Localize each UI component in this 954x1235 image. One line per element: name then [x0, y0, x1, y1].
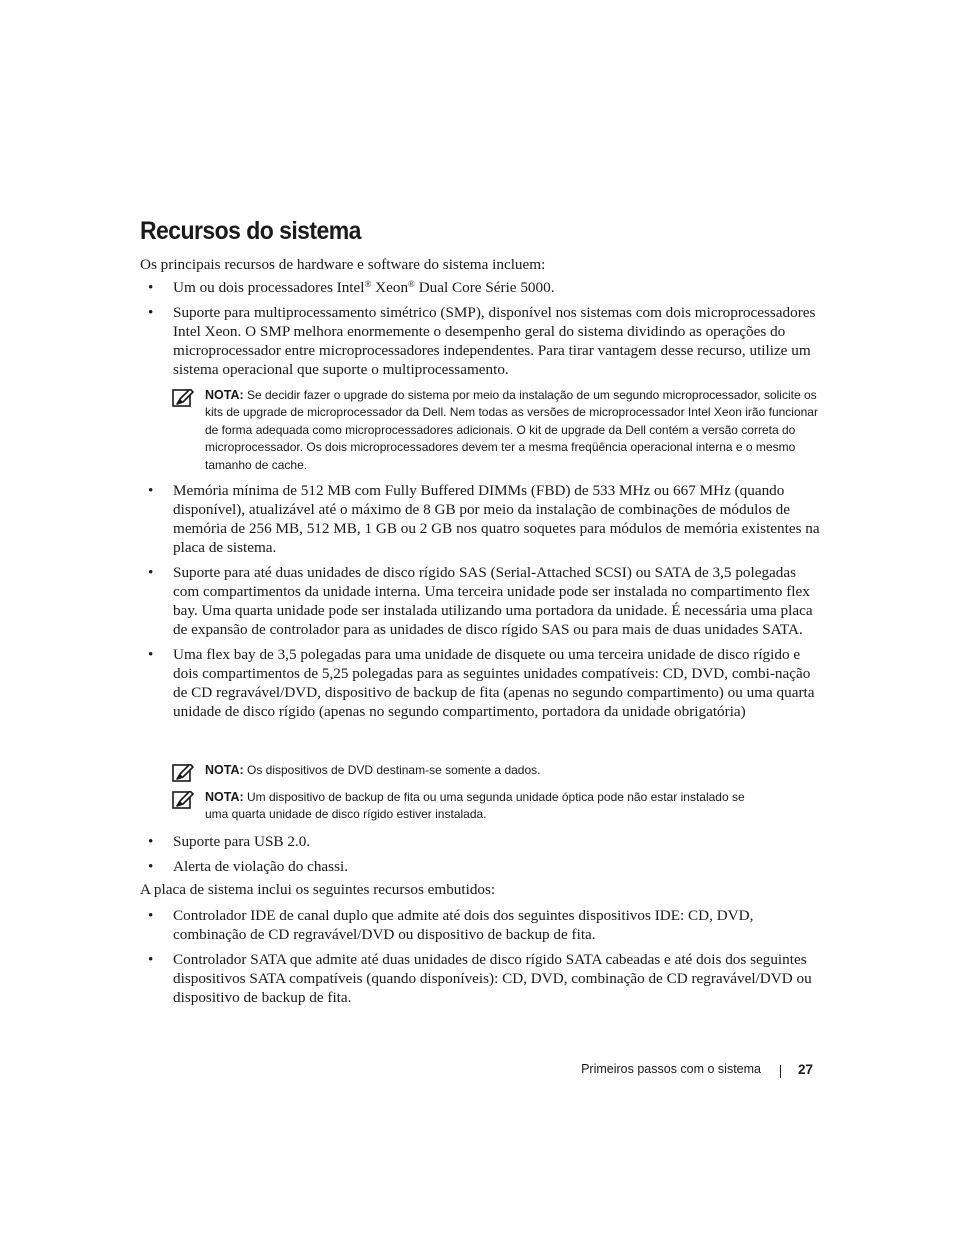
bullet: • — [148, 279, 154, 296]
bullet: • — [148, 646, 154, 663]
bullet: • — [148, 482, 154, 499]
footer-divider — [780, 1065, 781, 1078]
note-text: Um dispositivo de backup de fita ou uma segunda unidade óptica pode não estar instalado se uma quarta unidade de disco rígido estiver instalada. — [205, 790, 745, 822]
list-item-flexbay: • Uma flex bay de 3,5 polegadas para uma unidade de disquete ou uma terceira unidade de disco rígido e dois compartimentos de 5,25 polegadas para as seguintes unidades compatíveis: CD, DVD, combi-nação de CD regravável/DVD, dispositivo de backup de fita (apenas no segundo compartimento) ou uma quarta unidade de disco rígido (apenas no segundo compartimento, portadora da unidade obrigatória) — [148, 646, 815, 720]
list-item-processors: • Um ou dois processadores Intel® Xeon® Dual Core Série 5000. — [148, 279, 555, 296]
feature-list-3 — [140, 832, 820, 876]
feature-list-2 — [140, 481, 820, 721]
list-item-smp: • Suporte para multiprocessamento simétrico (SMP), disponível nos sistemas com dois microprocessadores Intel Xeon. O SMP melhora enormemente o desempenho geral do sistema dividindo as operações do microprocessador entre microprocessadores independentes. Para tirar vantagem desse recurso, utilize um sistema operacional que suporte o multiprocessamento. — [148, 304, 816, 378]
note-label: NOTA: — [205, 763, 244, 777]
list-item-chassis: • Alerta de violação do chassi. — [148, 858, 349, 875]
note-label: NOTA: — [205, 790, 244, 804]
pencil-note-icon — [172, 791, 194, 809]
bullet: • — [148, 304, 154, 321]
bullet: • — [148, 951, 154, 968]
intro-paragraph: Os principais recursos de hardware e software do sistema incluem: — [140, 256, 546, 273]
bullet: • — [148, 833, 154, 850]
feature-list-1 — [140, 278, 820, 379]
list-item-sata: • Controlador SATA que admite até duas unidades de disco rígido SATA cabeadas e até dois dos seguintes dispositivos SATA compatíveis (quando disponíveis): CD, DVD, combinação de CD regravável/DVD ou dispositivo de backup de fita. — [148, 951, 812, 1006]
list-item-ide: • Controlador IDE de canal duplo que admite até dois dos seguintes dispositivos IDE: CD, DVD, combinação de CD regravável/DVD ou dispositivo de backup de fita. — [148, 907, 754, 943]
bullet: • — [148, 564, 154, 581]
note-label: NOTA: — [205, 388, 244, 402]
bullet: • — [148, 858, 154, 875]
page-title: Recursos do sistema — [140, 217, 361, 245]
bullet: • — [148, 907, 154, 924]
note-tape-backup — [172, 789, 820, 824]
note-text: Se decidir fazer o upgrade do sistema por meio da instalação de um segundo microprocessador, solicite os kits de upgrade de microprocessador da Dell. Nem todas as versões de microprocessador Intel Xeon irão funcionar de forma adequada como microprocessadores adicionais. O kit de upgrade da Dell contém a versão correta do microprocessador. Os dois microprocessadores devem ter a mesma freqüência operacional interna e o mesmo tamanho de cache. — [205, 388, 818, 472]
note-upgrade — [172, 387, 820, 474]
note-text: Os dispositivos de DVD destinam-se somente a dados. — [247, 763, 541, 777]
note-dvd — [172, 762, 820, 779]
list-item-disks: • Suporte para até duas unidades de disco rígido SAS (Serial-Attached SCSI) ou SATA de 3,5 polegadas com compartimentos da unidade interna. Uma terceira unidade pode ser instalada no compartimento flex bay. Uma quarta unidade pode ser instalada utilizando uma portadora da unidade. É necessária uma placa de expansão de controlador para as unidades de disco rígido SAS ou para mais de duas unidades SATA. — [148, 564, 813, 638]
list-item-usb: • Suporte para USB 2.0. — [148, 833, 311, 850]
page-number: 27 — [797, 1062, 813, 1077]
feature-list-4 — [140, 906, 820, 1007]
page-footer — [560, 1062, 816, 1082]
embedded-intro-paragraph: A placa de sistema inclui os seguintes recursos embutidos: — [140, 881, 496, 898]
footer-section-title: Primeiros passos com o sistema — [581, 1062, 761, 1076]
list-item-memory: • Memória mínima de 512 MB com Fully Buffered DIMMs (FBD) de 533 MHz ou 667 MHz (quando disponível), atualizável até o máximo de 8 GB por meio da instalação de combinações de módulos de memória de 256 MB, 512 MB, 1 GB ou 2 GB nos quatro soquetes para módulos de memória existentes na placa de sistema. — [148, 482, 820, 556]
pencil-note-icon — [172, 389, 194, 407]
pencil-note-icon — [172, 764, 194, 782]
